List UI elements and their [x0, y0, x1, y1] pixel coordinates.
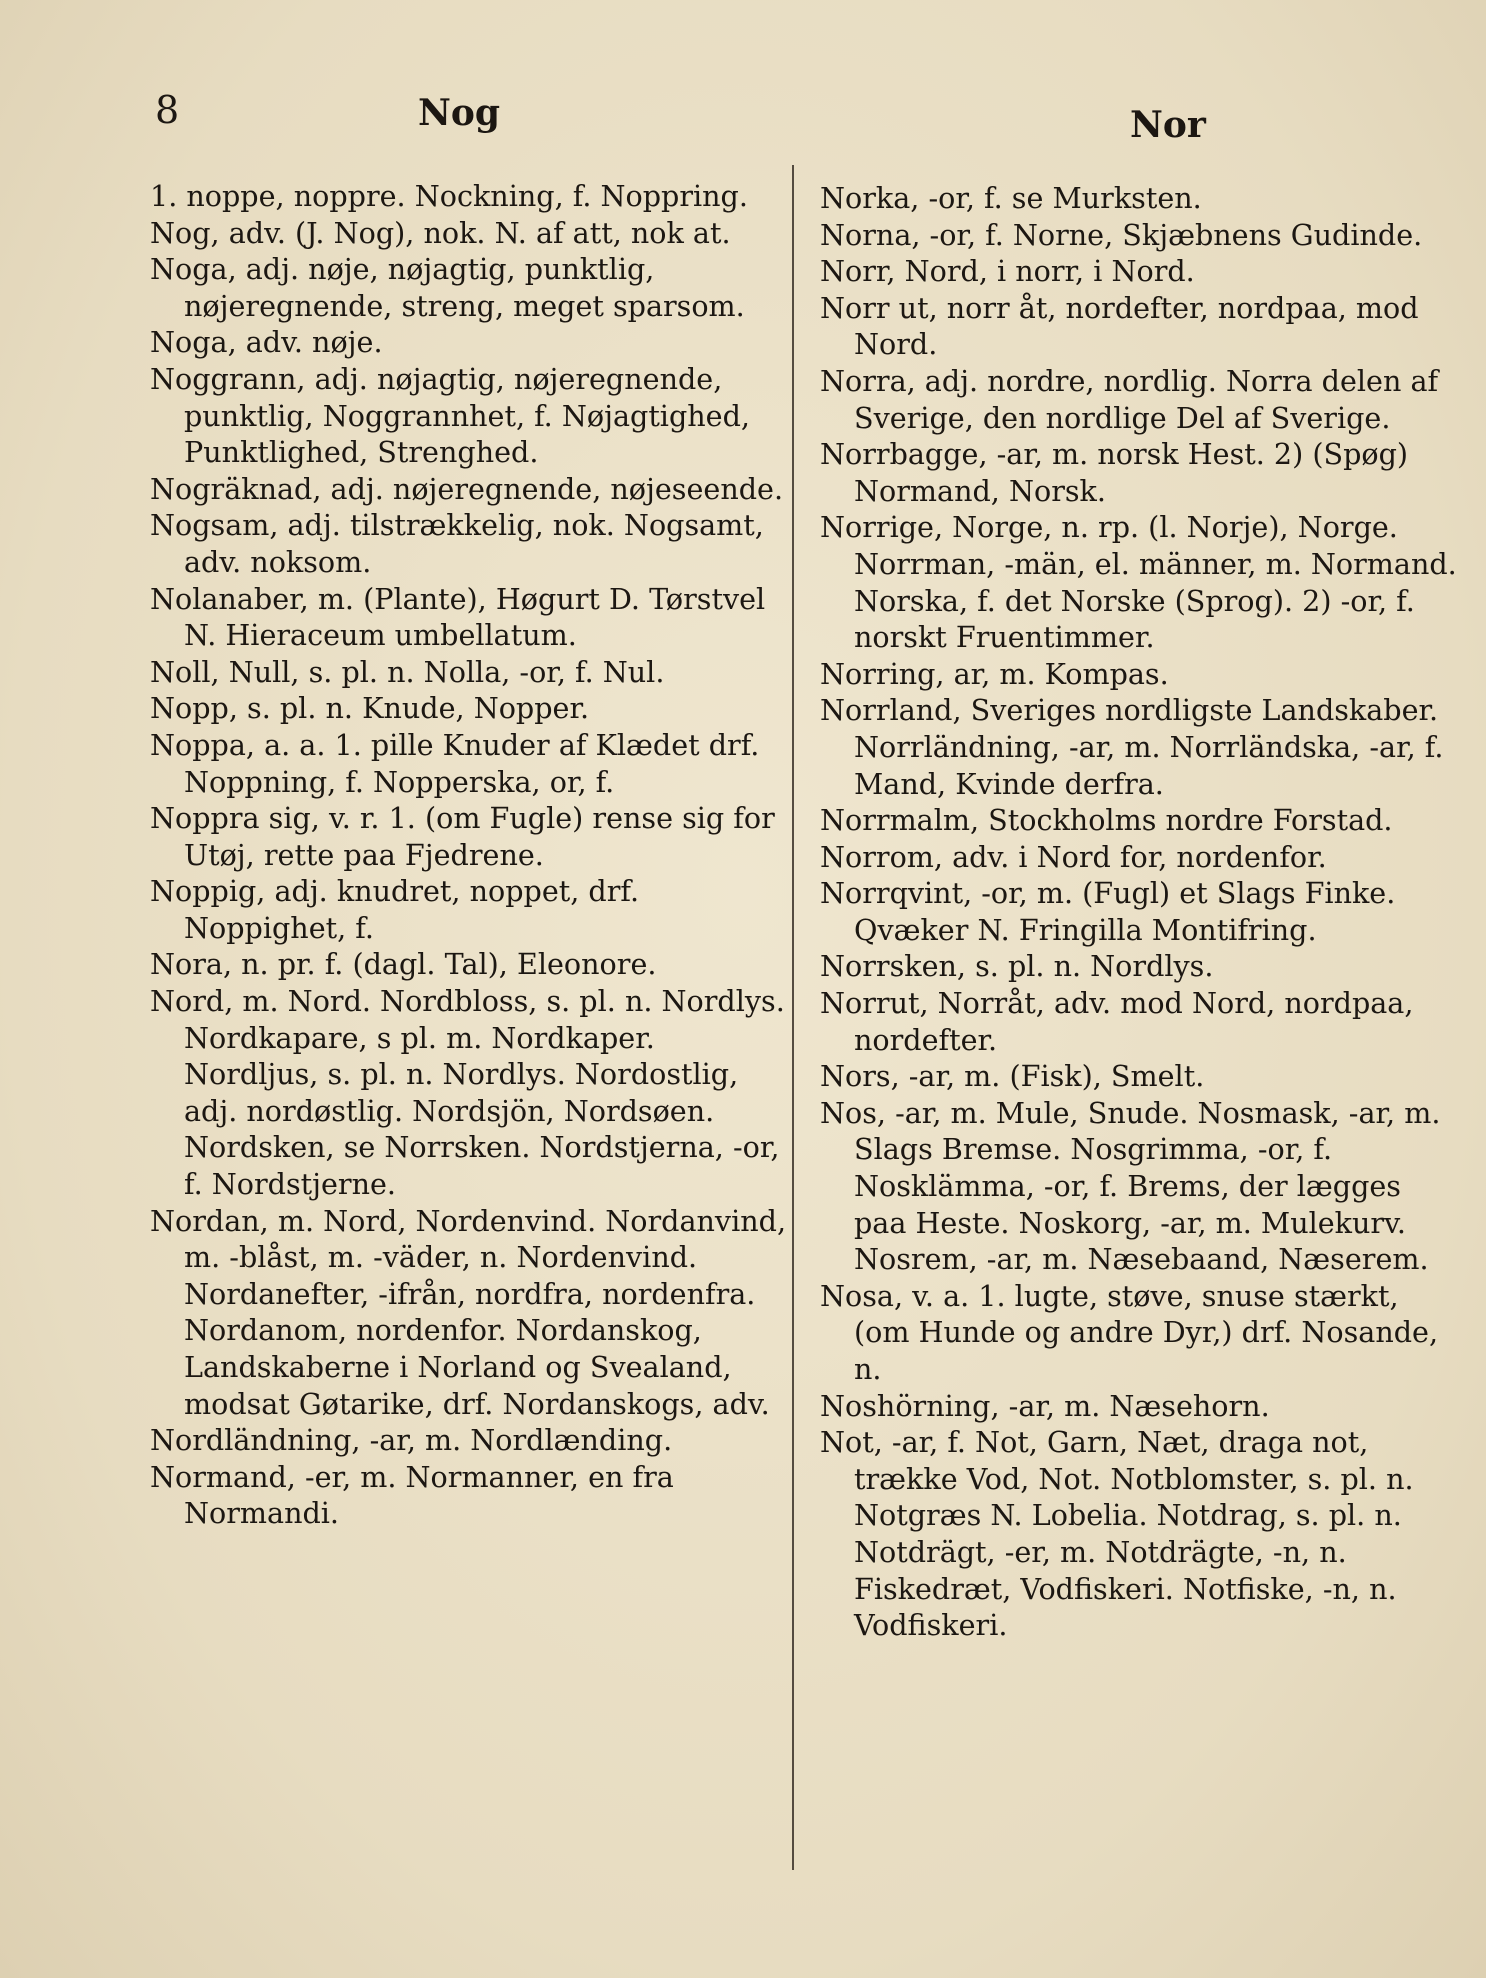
entry: Nogsam, adj. tilstrækkelig, nok. Nogsamt, adv. noksom.	[150, 508, 764, 579]
entry: Nors, -ar, m. (Fisk), Smelt.	[820, 1059, 1205, 1094]
entry: Not, -ar, f. Not, Garn, Næt, draga not, trække Vod, Not. Notblomster, s. pl. n. Notgræs N. Lobelia. Notdrag, s. pl. n. Notdrägt, -er, m. Notdrägte, -n, n. Fiskedræt, Vodfiskeri. Notfiske, -n, n. Vodfiskeri.	[820, 1425, 1414, 1643]
entry: Noshörning, -ar, m. Næsehorn.	[820, 1388, 1270, 1423]
entry: Norring, ar, m. Kompas.	[820, 656, 1169, 691]
entry: Norrom, adv. i Nord for, nordenfor.	[820, 839, 1327, 874]
entry: Norrland, Sveriges nordligste Landskaber. Norrländning, -ar, m. Norrländska, -ar, f. Mand, Kvinde derfra.	[820, 693, 1444, 801]
entry: Nordländning, -ar, m. Nordlænding.	[150, 1423, 673, 1458]
entry: Norna, -or, f. Norne, Skjæbnens Gudinde.	[820, 217, 1423, 252]
entry: Norrige, Norge, n. rp. (l. Norje), Norge. Norrman, -män, el. männer, m. Normand. Norska, f. det Norske (Sprog). 2) -or, f. norskt Fruentimmer.	[820, 510, 1457, 655]
entry: Noppa, a. a. 1. pille Knuder af Klædet drf. Noppning, f. Nopperska, or, f.	[150, 727, 760, 799]
entry: Normand, -er, m. Normanner, en fra Normandi.	[150, 1459, 674, 1531]
entry: Norr, Nord, i norr, i Nord.	[820, 254, 1195, 289]
entry: Noppig, adj. knudret, noppet, drf. Noppighet, f.	[150, 874, 640, 945]
entry: Nogräknad, adj. nøjeregnende, nøjeseende.	[150, 471, 784, 506]
entry: Norrbagge, -ar, m. norsk Hest. 2) (Spøg) Normand, Norsk.	[820, 437, 1409, 508]
entry: Nog, adv. (J. Nog), nok. N. af att, nok at.	[150, 215, 731, 250]
left-column	[150, 178, 790, 1532]
entry: Nora, n. pr. f. (dagl. Tal), Eleonore.	[150, 947, 657, 982]
entry: Nordan, m. Nord, Nordenvind. Nordanvind, m. -blåst, m. -väder, n. Nordenvind. Nordanefter, -ifrån, nordfra, nordenfra. Nordanom, nordenfor. Nordanskog, Landskaberne i Norland og Svealand, modsat Gøtarike, drf. Nordanskogs, adv.	[150, 1203, 787, 1421]
entry: Norrqvint, -or, m. (Fugl) et Slags Finke. Qvæker N. Fringilla Montifring.	[820, 876, 1396, 947]
entry: Norrmalm, Stockholms nordre Forstad.	[820, 803, 1393, 838]
entry: Nopp, s. pl. n. Knude, Nopper.	[150, 691, 590, 726]
entry: Noggrann, adj. nøjagtig, nøjeregnende, punktlig, Noggrannhet, f. Nøjagtighed, Punktlighed, Strenghed.	[150, 361, 750, 470]
page-number: 8	[155, 88, 180, 132]
left-guide-word: Nog	[418, 92, 501, 134]
entry: Norka, -or, f. se Murksten.	[820, 181, 1202, 215]
entry: Nos, -ar, m. Mule, Snude. Nosmask, -ar, m. Slags Bremse. Nosgrimma, -or, f. Nosklämma, -or, f. Brems, der lægges paa Heste. Noskorg, -ar, m. Mulekurv. Nosrem, -ar, m. Næsebaand, Næserem.	[820, 1095, 1441, 1277]
entry: Norra, adj. nordre, nordlig. Norra delen af Sverige, den nordlige Del af Sverige.	[820, 363, 1439, 435]
entry: Nord, m. Nord. Nordbloss, s. pl. n. Nordlys. Nordkapare, s pl. m. Nordkaper. Nordljus, s. pl. n. Nordlys. Nordostlig, adj. nordøstlig. Nordsjön, Nordsøen. Nordsken, se Norrsken. Nordstjerna, -or, f. Nordstjerne.	[150, 984, 785, 1202]
entry: Nolanaber, m. (Plante), Høgurt D. Tørstvel N. Hieraceum umbellatum.	[150, 581, 766, 653]
entry: Norr ut, norr åt, nordefter, nordpaa, mod Nord.	[820, 290, 1419, 362]
entry: Norrsken, s. pl. n. Nordlys.	[820, 949, 1214, 984]
entry: Noppra sig, v. r. 1. (om Fugle) rense sig for Utøj, rette paa Fjedrene.	[150, 801, 775, 872]
entry: Noga, adv. nøje.	[150, 325, 383, 360]
entry: Nosa, v. a. 1. lugte, støve, snuse stærkt, (om Hunde og andre Dyr,) drf. Nosande, n.	[820, 1278, 1439, 1386]
entry: Noga, adj. nøje, nøjagtig, punktlig, nøjeregnende, streng, meget sparsom.	[150, 252, 745, 323]
right-column	[820, 180, 1460, 1644]
right-guide-word: Nor	[1130, 104, 1206, 146]
entry: 1. noppe, noppre. Nockning, f. Noppring.	[150, 179, 748, 213]
entry: Norrut, Norråt, adv. mod Nord, nordpaa, nordefter.	[820, 986, 1414, 1057]
column-divider	[792, 165, 794, 1870]
entry: Noll, Null, s. pl. n. Nolla, -or, f. Nul.	[150, 654, 665, 689]
